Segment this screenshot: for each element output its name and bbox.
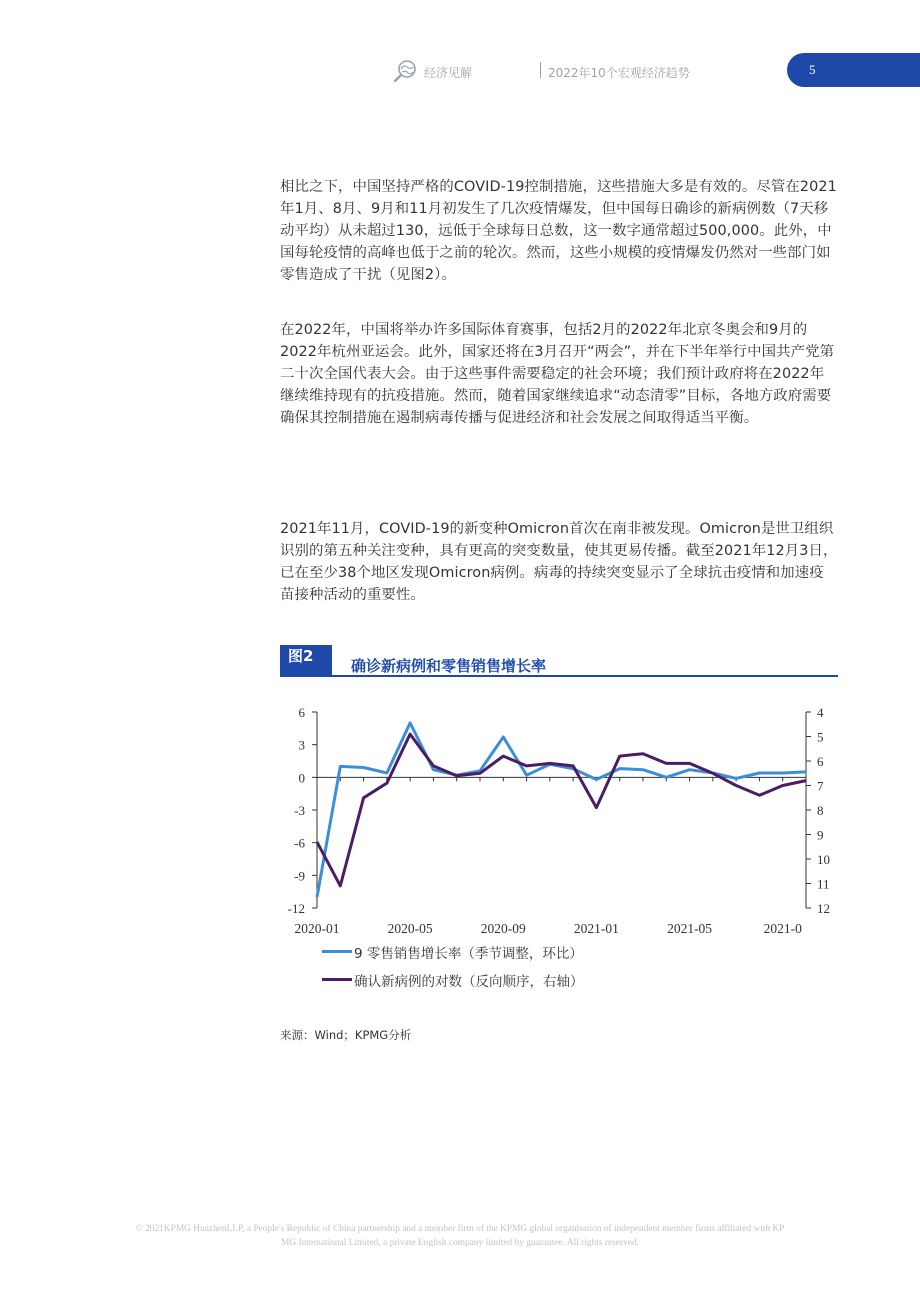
figure-label: 图2 bbox=[288, 647, 314, 665]
legend-swatch-cases bbox=[322, 978, 352, 981]
legend-label-cases: 确认新病例的对数（反向顺序，右轴） bbox=[354, 974, 584, 990]
legend-label-retail: 9 零售销售增长率（季节调整，环比） bbox=[354, 946, 583, 962]
right-axis-tick-label: 4 bbox=[817, 705, 824, 720]
footer-line-2: MG International Limited, a private English company limited by guarantee. All rights reserved. bbox=[281, 1238, 639, 1248]
left-axis-tick-label: -9 bbox=[294, 868, 305, 884]
x-axis-tick-label: 2021-01 bbox=[573, 921, 619, 936]
right-axis-tick-label: 7 bbox=[817, 778, 824, 794]
right-axis-tick-label: 8 bbox=[817, 803, 824, 818]
right-axis-tick-label: 5 bbox=[817, 729, 824, 745]
x-axis-tick-label: 2021-05 bbox=[667, 921, 713, 936]
left-axis-tick-label: 0 bbox=[298, 770, 305, 786]
figure-title-rule bbox=[280, 675, 838, 677]
left-axis-tick-label: 3 bbox=[298, 737, 305, 753]
x-axis-tick-label: 2020-01 bbox=[294, 921, 340, 936]
magnifier-globe-icon bbox=[393, 58, 419, 84]
right-axis-tick-label: 11 bbox=[817, 876, 830, 892]
page-number-tab bbox=[787, 53, 920, 87]
header-section-label: 经济见解 bbox=[424, 66, 473, 80]
paragraph-2022-events: 在2022年，中国将举办许多国际体育赛事，包括2月的2022年北京冬奥会和9月的2022年杭州亚运会。此外，国家还将在3月召开“两会”，并在下半年举行中国共产党第二十次全国代表大会。由于这些事件需要稳定的社会环境；我们预计政府将在2022年继续维持现有的抗疫措施。然而，随着国家继续追求“动态清零”目标，各地方政府需要确保其控制措施在遏制病毒传播与促进经济和社会发展之间取得适当平衡。 bbox=[280, 322, 835, 426]
left-axis-tick-label: 6 bbox=[298, 705, 305, 720]
page-number: 5 bbox=[809, 62, 816, 77]
dual-axis-line-chart bbox=[280, 700, 840, 940]
figure-title: 确诊新病例和零售销售增长率 bbox=[351, 657, 547, 675]
left-axis-tick-label: -3 bbox=[294, 803, 305, 818]
right-axis-tick-label: 9 bbox=[817, 827, 824, 843]
right-axis-tick-label: 6 bbox=[817, 754, 824, 769]
x-axis-tick-label: 2020-05 bbox=[387, 921, 433, 936]
x-axis-tick-label: 2021-0 bbox=[763, 921, 802, 936]
legend-swatch-retail bbox=[322, 950, 352, 953]
paragraph-covid-control: 相比之下，中国坚持严格的COVID-19控制措施，这些措施大多是有效的。尽管在2021年1月、8月、9月和11月初发生了几次疫情爆发，但中国每日确诊的新病例数（7天移动平均）从未超过130，远低于全球每日总数，这一数字通常超过500,000。此外，中国每轮疫情的高峰也低于之前的轮次。然而，这些小规模的疫情爆发仍然对一些部门如零售造成了干扰（见图2）。 bbox=[280, 179, 837, 283]
paragraph-omicron: 2021年11月，COVID-19的新变种Omicron首次在南非被发现。Omicron是世卫组织识别的第五种关注变种，具有更高的突变数量，使其更易传播。截至2021年12月3日，已在至少38个地区发现Omicron病例。病毒的持续突变显示了全球抗击疫情和加速疫苗接种活动的重要性。 bbox=[280, 521, 838, 603]
left-axis-tick-label: -12 bbox=[287, 901, 305, 916]
header-document-title: 2022年10个宏观经济趋势 bbox=[548, 66, 690, 80]
header-divider bbox=[540, 62, 541, 78]
right-axis-tick-label: 12 bbox=[817, 901, 830, 916]
left-axis-tick-label: -6 bbox=[294, 835, 305, 851]
footer-line-1: © 2021KPMG HuazhenLLP, a People's Republic of China partnership and a member firm of the KPMG global organisation of independent member firms affiliated with KP bbox=[135, 1224, 785, 1234]
copyright-footer bbox=[95, 1222, 825, 1250]
confirmed-cases-log-line bbox=[317, 734, 806, 886]
figure-source: 来源：Wind；KPMG分析 bbox=[280, 1028, 412, 1042]
retail-sales-growth-line bbox=[317, 723, 806, 897]
x-axis-tick-label: 2020-09 bbox=[480, 921, 526, 936]
right-axis-tick-label: 10 bbox=[817, 852, 830, 867]
